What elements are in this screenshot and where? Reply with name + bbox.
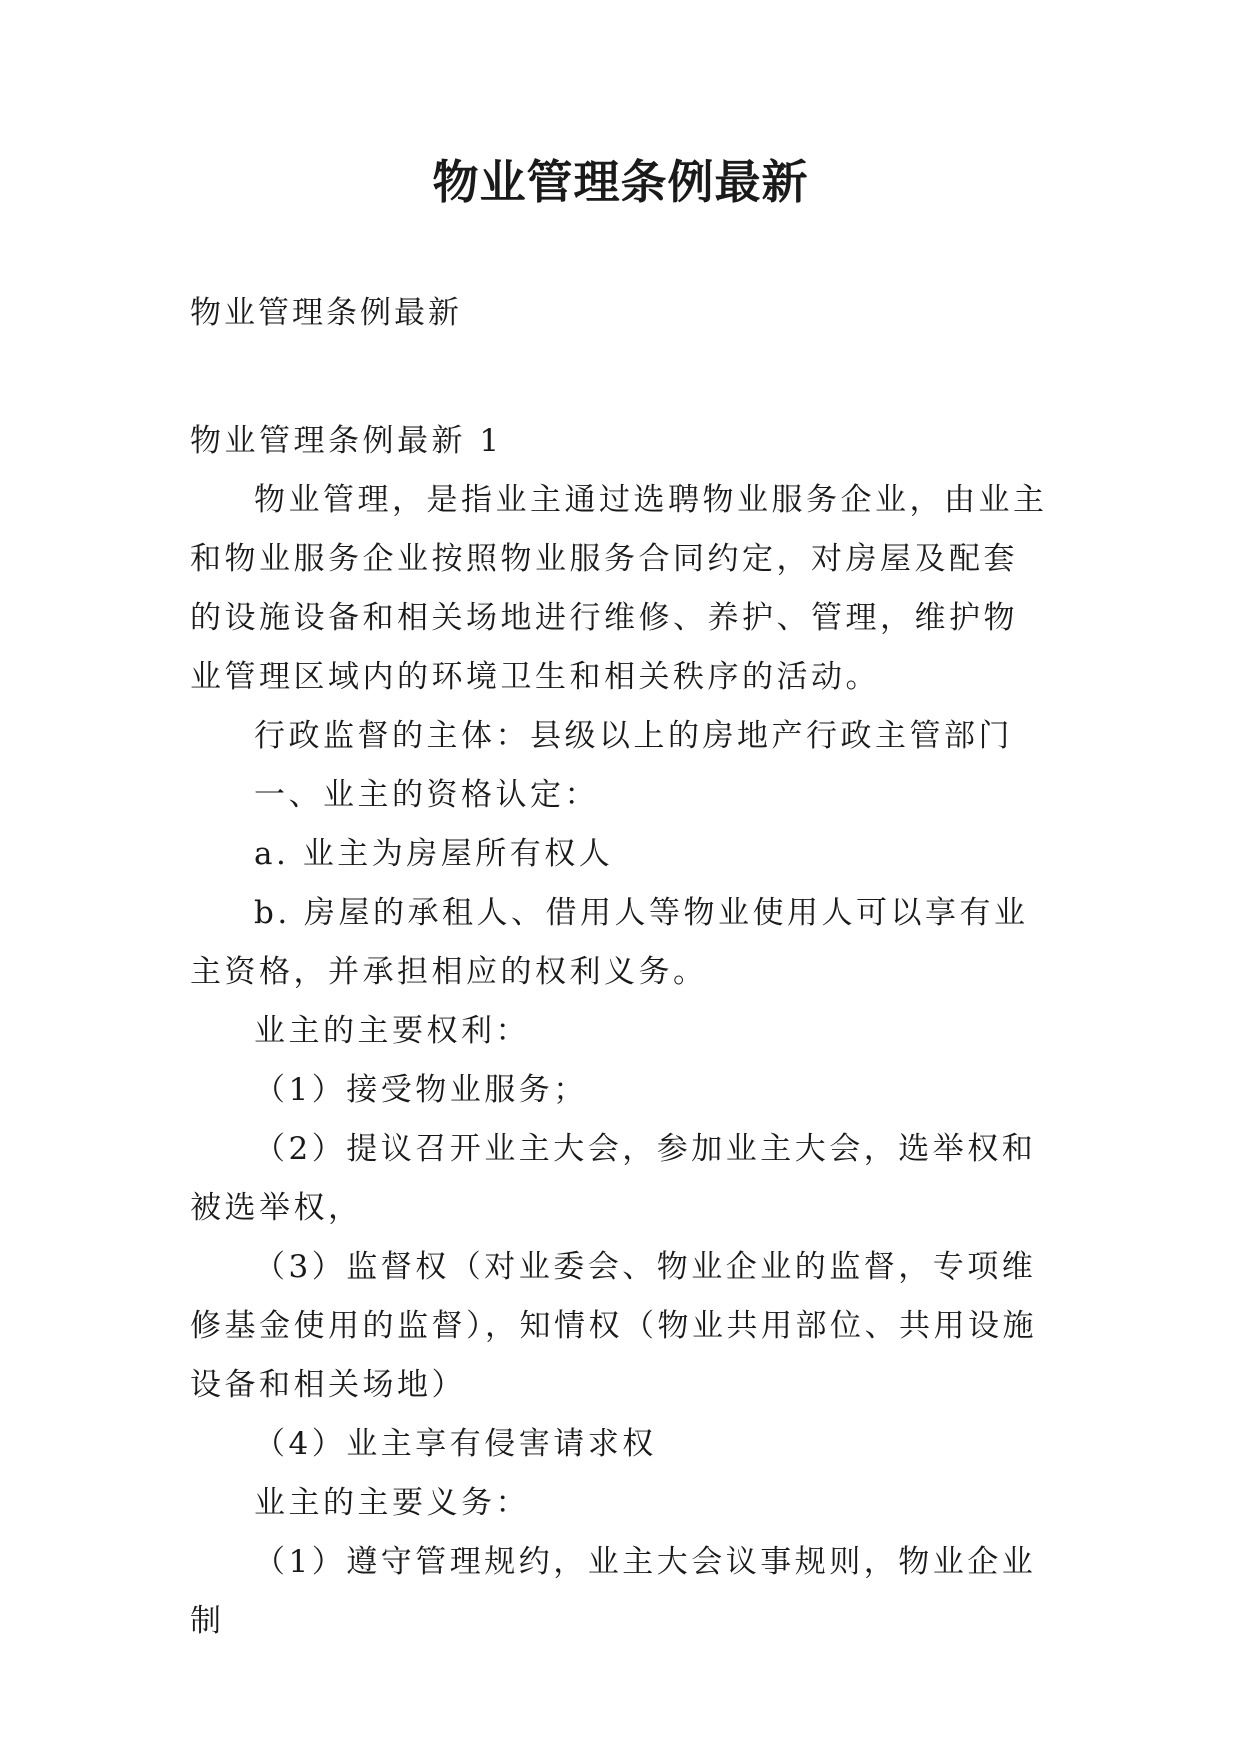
paragraph-right-2: （2）提议召开业主大会，参加业主大会，选举权和被选举权， bbox=[190, 1131, 1037, 1226]
paragraph-right-1: （1）接受物业服务； bbox=[254, 1072, 588, 1108]
section-heading: 物业管理条例最新 1 bbox=[190, 423, 503, 459]
document-title: 物业管理条例最新 bbox=[432, 155, 809, 209]
paragraph-duty-1: （1）遵守管理规约，业主大会议事规则，物业企业制 bbox=[190, 1544, 1037, 1639]
paragraph-right-3: （3）监督权（对业委会、物业企业的监督，专项维修基金使用的监督），知情权（物业共用部位、共用设施设备和相关场地） bbox=[190, 1249, 1037, 1403]
paragraph-supervision: 行政监督的主体：县级以上的房地产行政主管部门 bbox=[254, 718, 1013, 754]
paragraph-item-b: b. 房屋的承租人、借用人等物业使用人可以享有业主资格，并承担相应的权利义务。 bbox=[190, 895, 1029, 990]
paragraph-duties-heading: 业主的主要义务： bbox=[254, 1485, 530, 1521]
document-body bbox=[190, 412, 1052, 1651]
paragraph-owner-qualification-heading: 一、业主的资格认定： bbox=[254, 777, 599, 813]
paragraph-item-a: a. 业主为房屋所有权人 bbox=[254, 836, 614, 872]
paragraph-right-4: （4）业主享有侵害请求权 bbox=[254, 1426, 657, 1462]
paragraph-definition: 物业管理，是指业主通过选聘物业服务企业，由业主和物业服务企业按照物业服务合同约定，对房屋及配套的设施设备和相关场地进行维修、养护、管理，维护物业管理区域内的环境卫生和相关秩序的活动。 bbox=[190, 482, 1048, 695]
document-subtitle: 物业管理条例最新 bbox=[190, 295, 462, 331]
paragraph-rights-heading: 业主的主要权利： bbox=[254, 1013, 530, 1049]
